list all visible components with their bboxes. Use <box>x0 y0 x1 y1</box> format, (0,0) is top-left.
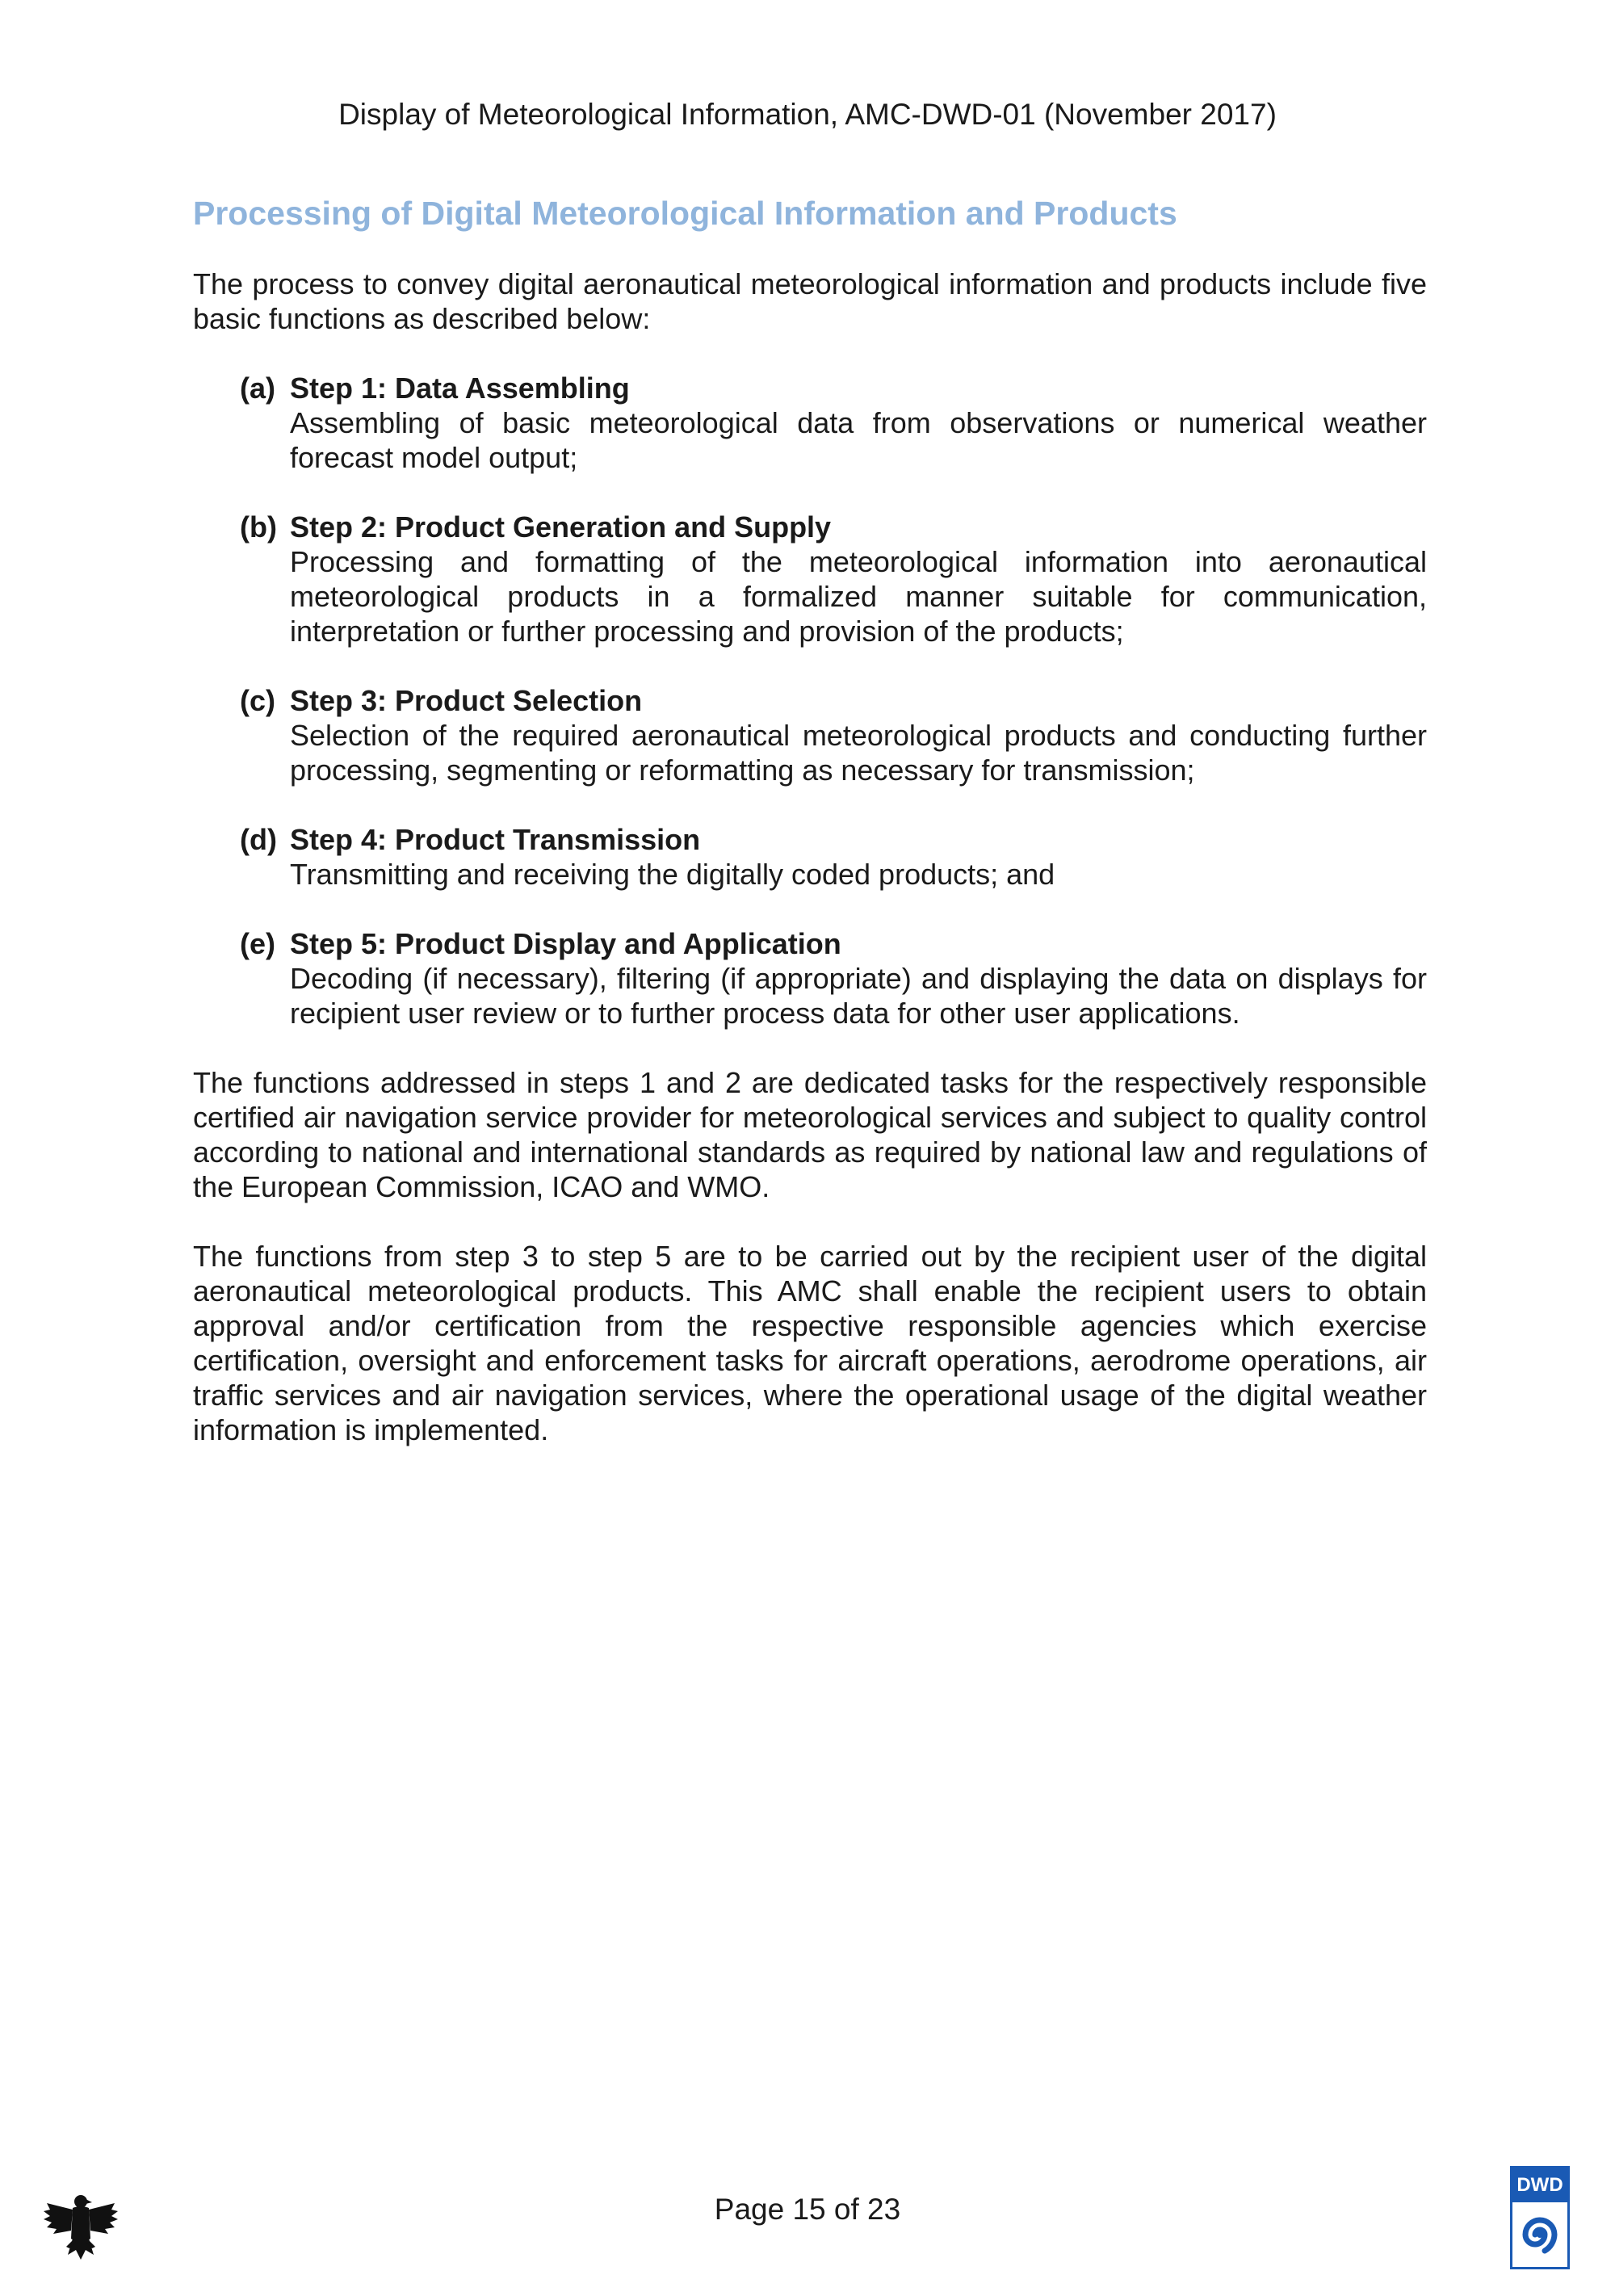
step-marker: (e) <box>240 927 275 960</box>
dwd-logo-text: DWD <box>1512 2168 1567 2202</box>
step-description: Assembling of basic meteorological data from observations or numerical weather forecast model output; <box>290 406 1427 474</box>
step-description: Selection of the required aeronautical meteorological products and conducting further processing, segmenting or reformatting as necessary for transmission; <box>290 719 1427 787</box>
list-item <box>193 822 1427 892</box>
list-item <box>193 683 1427 787</box>
step-description: Transmitting and receiving the digitally coded products; and <box>290 858 1055 891</box>
step-title: Step 3: Product Selection <box>290 684 643 717</box>
running-header: Display of Meteorological Information, AMC-DWD-01 (November 2017) <box>338 98 1277 131</box>
step-marker: (d) <box>240 823 277 856</box>
step-marker: (c) <box>240 684 275 717</box>
intro-paragraph: The process to convey digital aeronautical meteorological information and products include five basic functions as described below: <box>193 267 1427 335</box>
step-title: Step 2: Product Generation and Supply <box>290 510 832 544</box>
responsibility-paragraph: The functions addressed in steps 1 and 2 are dedicated tasks for the respectively responsible certified air navigation service provider for meteorological services and subject to quality control according to national and international standards as required by national law and regulations of the European Commission, ICAO and WMO. <box>193 1066 1427 1203</box>
dwd-logo-icon <box>1510 2166 1570 2269</box>
step-marker: (b) <box>240 510 277 544</box>
list-item <box>193 371 1427 475</box>
document-body <box>193 192 1427 1482</box>
step-description: Decoding (if necessary), filtering (if appropriate) and displaying the data on displays for recipient user review or to further process data for other user applications. <box>290 962 1427 1030</box>
step-title: Step 4: Product Transmission <box>290 823 701 856</box>
section-title: Processing of Digital Meteorological Information and Products <box>193 195 1177 232</box>
step-title: Step 1: Data Assembling <box>290 371 630 405</box>
recipient-user-paragraph: The functions from step 3 to step 5 are to be carried out by the recipient user of the digital aeronautical meteorological products. This AMC shall enable the recipient users to obtain approval and/or certification from the respective responsible agencies which exercise certification, oversight and enforcement tasks for aircraft operations, aerodrome operations, air traffic services and air navigation services, where the operational usage of the digital weather information is implemented. <box>193 1240 1427 1446</box>
list-item <box>193 510 1427 649</box>
step-marker: (a) <box>240 371 275 405</box>
step-description: Processing and formatting of the meteorological information into aeronautical meteorological products in a formalized manner suitable for communication, interpretation or further processing and provision of the products; <box>290 545 1427 648</box>
list-item <box>193 926 1427 1030</box>
steps-list <box>193 371 1427 1030</box>
page-number: Page 15 of 23 <box>714 2193 901 2226</box>
dwd-swirl-icon <box>1516 2207 1563 2264</box>
step-title: Step 5: Product Display and Application <box>290 927 841 960</box>
